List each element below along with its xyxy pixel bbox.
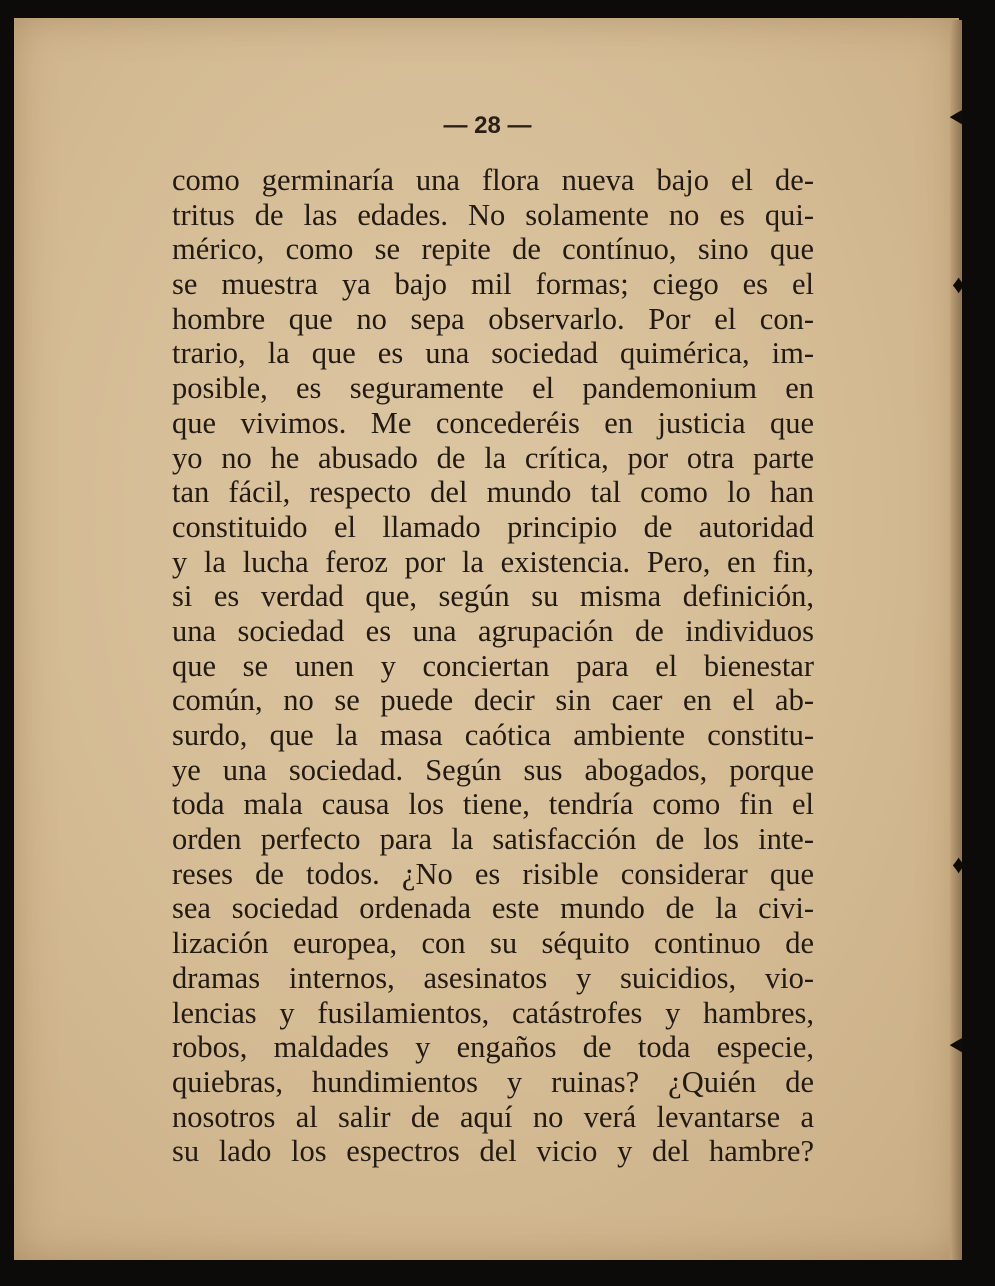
text-line: ye una sociedad. Según sus abogados, porque [172,752,814,787]
text-line: trario, la que es una sociedad quimérica, im- [172,336,814,371]
text-line: toda mala causa los tiene, tendría como fin el [172,787,814,822]
text-line: si es verdad que, según su misma definición, [172,579,814,614]
text-line: como germinaría una flora nueva bajo el de- [172,163,814,197]
text-line: dramas internos, asesinatos y suicidios, vio- [172,960,814,995]
text-line: nosotros al salir de aquí no verá levantarse a [172,1099,814,1134]
text-line: hombre que no sepa observarlo. Por el con- [172,301,814,336]
text-line: reses de todos. ¿No es risible considerar que [172,856,814,891]
text-line: que vivimos. Me concederéis en justicia que [172,405,814,440]
text-line: mérico, como se repite de contínuo, sino que [172,232,814,267]
text-line: y la lucha feroz por la existencia. Pero, en fin, [172,544,814,579]
text-line: una sociedad es una agrupación de individuos [172,613,814,648]
text-line: tritus de las edades. No solamente no es qui- [172,197,814,232]
text-line: se muestra ya bajo mil formas; ciego es el [172,267,814,302]
text-line: surdo, que la masa caótica ambiente constitu- [172,718,814,752]
text-line: común, no se puede decir sin caer en el ab- [172,683,814,718]
text-line: tan fácil, respecto del mundo tal como lo han [172,475,814,510]
body-text [172,163,814,1169]
text-line: robos, maldades y engaños de toda especie, [172,1030,814,1065]
binding-mark-icon: ♦ [952,270,966,299]
text-line: lización europea, con su séquito continuo de [172,926,814,961]
binding-mark-icon: ♦ [952,850,966,879]
text-line: sea sociedad ordenada este mundo de la civi- [172,891,814,926]
text-line: que se unen y conciertan para el bienestar [172,648,814,683]
text-line: quiebras, hundimientos y ruinas? ¿Quién de [172,1064,814,1099]
page-edge [950,20,962,1260]
binding-mark-icon: ⯇ [946,104,967,133]
text-line: posible, es seguramente el pandemonium en [172,371,814,406]
text-line: lencias y fusilamientos, catástrofes y hambres, [172,995,814,1030]
text-line: yo no he abusado de la crítica, por otra parte [172,440,814,475]
page-number: — 28 — [443,112,532,139]
text-line: constituido el llamado principio de autoridad [172,509,814,544]
text-line: orden perfecto para la satisfacción de los inte- [172,822,814,857]
binding-mark-icon: ⯇ [946,1032,967,1061]
text-line: su lado los espectros del vicio y del hambre? [172,1134,814,1169]
